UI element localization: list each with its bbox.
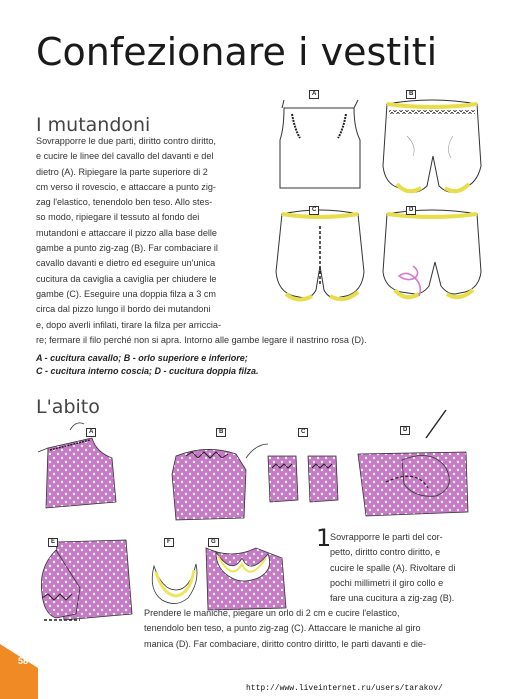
- figure-b-bodice: [172, 444, 268, 520]
- figure-d-bloomers: [383, 210, 481, 297]
- figure-label: E: [48, 538, 58, 547]
- text-line: Sovrapporre le due parti, diritto contro diritto,: [36, 136, 216, 146]
- figure-d-sleeve-attach: [358, 410, 468, 516]
- figure-label: F: [164, 538, 174, 547]
- text-line: mutandoni e attaccare il pizzo alla base delle: [36, 227, 217, 238]
- text-line: manica (D). Far combaciare, diritto contro diritto, le parti davanti e die-: [144, 638, 427, 649]
- mutandoni-caption: [36, 352, 259, 378]
- figure-b-bloomers: [383, 100, 481, 192]
- figure-label: B: [216, 428, 226, 437]
- figure-label: G: [208, 538, 219, 547]
- mutandoni-text: [36, 134, 367, 348]
- figure-f-collar: [152, 564, 197, 604]
- step-number: 1: [316, 524, 332, 552]
- figure-e-dress-sleeve: [41, 540, 132, 620]
- section-heading-abito: L'abito: [36, 396, 100, 418]
- page-title: Confezionare i vestiti: [36, 30, 438, 74]
- text-line: cavallo davanti e dietro ed eseguire un'unica: [36, 258, 216, 269]
- text-line: zag l'elastico, tenendolo ben teso. Allo stes-: [36, 197, 213, 208]
- caption-line: A - cucitura cavallo; B - orlo superiore e inferiore;: [36, 353, 248, 363]
- figure-label: C: [309, 206, 319, 215]
- text-line: cucitura da caviglia a caviglia per chiudere le: [36, 273, 217, 284]
- abito-text-bottom: [144, 606, 469, 652]
- figure-label: A: [309, 90, 319, 99]
- caption-line: C - cucitura interno coscia; D - cucitura doppia filza.: [36, 366, 259, 376]
- text-line: petto, diritto contro diritto, e: [330, 547, 441, 558]
- text-line: Prendere le maniche, piegare un orlo di 2 cm e cucire l'elastico,: [144, 608, 400, 618]
- text-line: fare una cucitura a zig-zag (B).: [330, 593, 455, 604]
- figure-c-sleeves: [268, 456, 338, 502]
- text-line: cucire le spalle (A). Rivoltare di: [330, 562, 456, 573]
- page-corner-tab: [0, 634, 40, 699]
- text-line: e cucire le linee del cavallo del davanti e del: [36, 151, 214, 162]
- abito-text-right: [330, 530, 467, 606]
- text-line: cm verso il rovescio, e attaccare a punto zig-: [36, 181, 216, 192]
- text-line: Sovrapporre le parti del cor-: [330, 532, 443, 542]
- figure-g-dress-collar: [206, 548, 286, 610]
- figure-label: A: [86, 428, 96, 437]
- text-line: gambe a punto zig-zag (B). Far combaciare il: [36, 243, 218, 254]
- text-line: circa dal pizzo lungo il bordo dei mutandoni: [36, 304, 211, 315]
- mutandoni-illustrations: [262, 88, 487, 318]
- section-heading-mutandoni: I mutandoni: [36, 114, 151, 136]
- text-line: e, dopo averli infilati, tirare la filza per arriccia-: [36, 319, 221, 330]
- text-line: gambe (C). Eseguire una doppia filza a 3 cm: [36, 288, 216, 299]
- text-line: pochi millimetri il giro collo e: [330, 577, 444, 588]
- figure-a-pattern-piece: [280, 100, 360, 188]
- figure-label: D: [406, 206, 416, 215]
- figure-c-bloomers: [276, 210, 364, 300]
- text-line: re; fermare il filo perché non si apra. Intorno alle gambe legare il nastrino rosa (D).: [36, 334, 367, 345]
- page-number: 58: [18, 656, 29, 666]
- figure-a-bodice: [38, 423, 116, 508]
- figure-label: B: [406, 90, 416, 99]
- text-line: so modo, ripiegare il tessuto al fondo dei: [36, 212, 200, 223]
- figure-label: C: [298, 428, 308, 437]
- text-line: dietro (A). Ripiegare la parte superiore di 2: [36, 166, 208, 177]
- watermark-url: http://www.liveinternet.ru/users/tarakov/: [246, 684, 443, 693]
- figure-label: D: [400, 426, 410, 435]
- text-line: tenendolo ben teso, a punto zig-zag (C). Attaccare le maniche al giro: [144, 623, 421, 634]
